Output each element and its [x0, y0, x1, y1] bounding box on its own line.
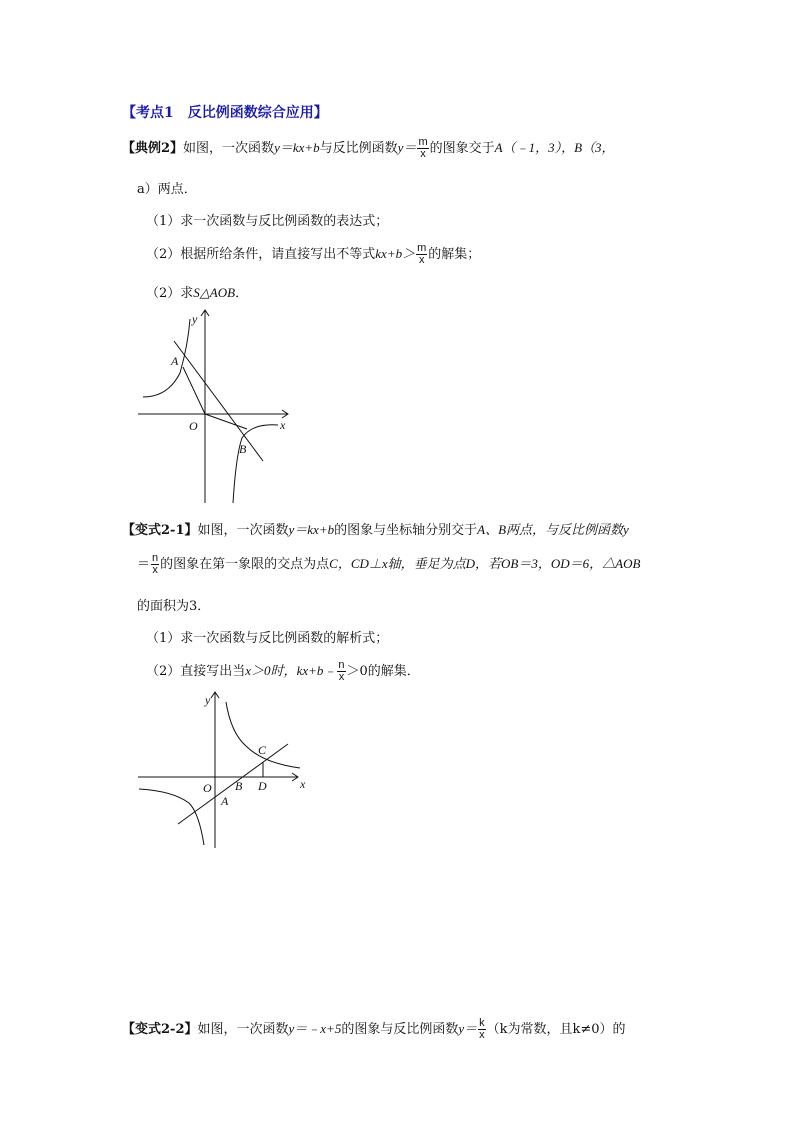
y-label: y [192, 312, 198, 326]
segment-oa [183, 367, 205, 414]
origin-label: O [189, 419, 198, 433]
point-b-label: B [239, 442, 247, 456]
y-label: y [205, 693, 211, 707]
variant21-graph [133, 688, 318, 850]
fraction: $\frac{m}{x}$ [417, 242, 427, 266]
text: 与反比例函数 [319, 141, 398, 156]
point-c-label: C [258, 743, 267, 757]
variant21-line1: 【变式2-1】如图，一次函数y＝kx+b的图象与坐标轴分别交于A、B两点，与反比例函数y [122, 522, 629, 538]
hyperbola-branch-2 [143, 319, 190, 397]
example2-graph [130, 305, 300, 505]
fraction: $\frac{n}{x}$ [152, 552, 159, 576]
equation: y＝kx+b [274, 140, 320, 155]
text: 如图，一次函数 [183, 141, 275, 156]
text: 的图象交于 [429, 141, 495, 156]
variant21-line2: ＝ $\frac{n}{x}$ 的图象在第一象限的交点为点C，CD⊥x轴，垂足为点D，若OB＝3，OD＝6，△AOB [137, 552, 641, 576]
fraction: $\frac{k}{x}$ [479, 1017, 485, 1041]
section-title: 【考点1 反比例函数综合应用】 [122, 105, 328, 121]
hyperbola-branch-3 [139, 789, 204, 845]
fraction: $\frac{n}{x}$ [338, 659, 345, 683]
origin-label: O [203, 781, 212, 795]
point-a-label: A [171, 354, 179, 368]
variant22-tag: 【变式2-2】 [122, 1022, 198, 1037]
line-ab [174, 341, 263, 461]
variant21-q2: （2）直接写出当x＞0时，kx+b﹣ $\frac{n}{x}$ ＞0的解集． [146, 659, 420, 683]
variant21-line3: 的面积为3． [137, 599, 211, 614]
example2-tag: 【典例2】 [122, 141, 184, 156]
x-label: x [300, 777, 306, 791]
example2-q3: （2）求S△AOB． [146, 285, 249, 301]
line-ac [178, 744, 288, 824]
hyperbola-branch-1 [226, 702, 300, 768]
variant21-tag: 【变式2-1】 [122, 523, 198, 538]
variant21-q1: （1）求一次函数与反比例函数的解析式； [146, 631, 389, 646]
points: A（﹣1，3），B（3， [494, 140, 615, 155]
example2-q2: （2）根据所给条件，请直接写出不等式kx+b＞ $\frac{m}{x}$ 的解集； [146, 242, 481, 266]
example2-q1: （1）求一次函数与反比例函数的表达式； [146, 214, 389, 229]
example2-line2: a）两点． [137, 182, 197, 197]
point-a-label: A [221, 794, 229, 808]
example2-line1 [122, 137, 615, 160]
hyperbola-branch-4 [233, 425, 278, 503]
fraction: $\frac{m}{x}$ [418, 136, 428, 160]
variant22-line1: 【变式2-2】如图，一次函数y＝﹣x+5的图象与反比例函数y＝ $\frac{k}{x}$ （k为常数，且k≠0）的 [122, 1017, 626, 1041]
point-b-label: B [235, 779, 243, 793]
segment-ob [205, 414, 247, 429]
equation: y＝ [397, 140, 417, 155]
x-label: x [280, 418, 286, 432]
point-d-label: D [258, 779, 267, 793]
